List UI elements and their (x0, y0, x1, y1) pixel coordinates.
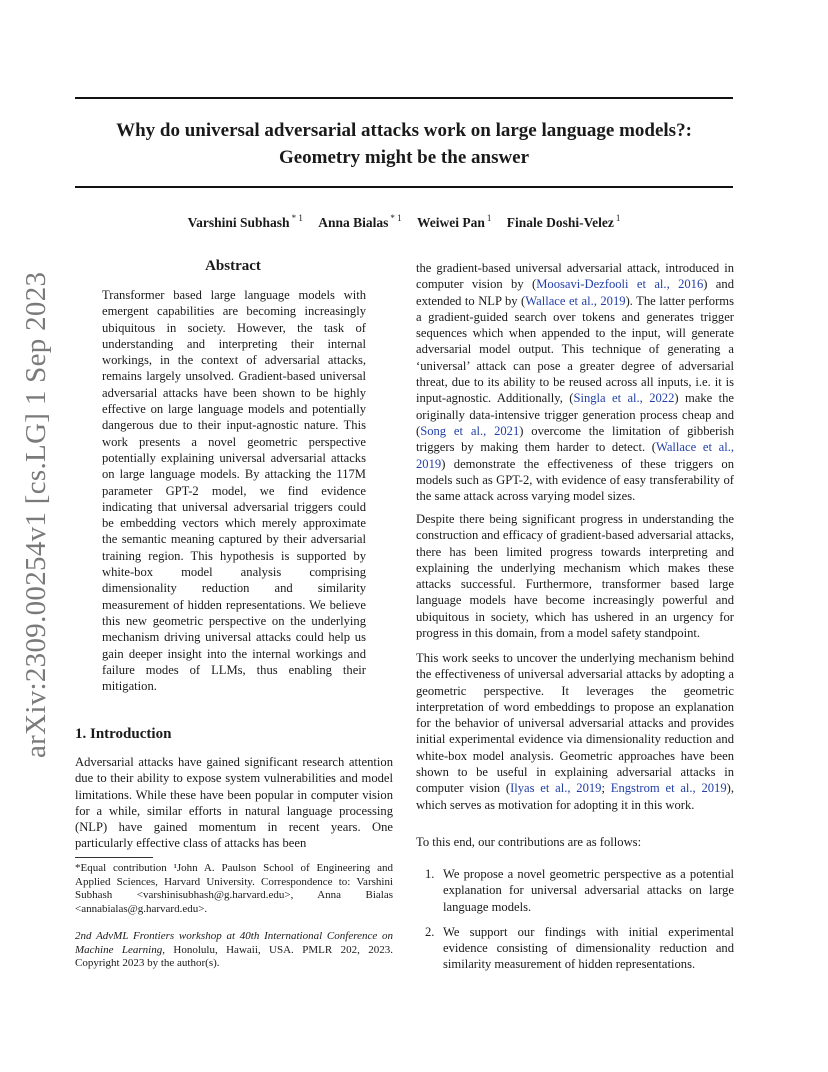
abstract-heading: Abstract (205, 258, 261, 274)
citation-link[interactable]: Singla et al., 2022 (573, 391, 675, 406)
contributions-list (425, 866, 734, 982)
author: Weiwei Pan $^1$ (416, 213, 492, 230)
right-paragraph-1: the gradient-based universal adversarial attack, introduced in computer vision by (Moosavi-Dezfooli et al., 2016) and extended to NLP by (Wallace et al., 2019). The latter performs a gradient-guided search over tokens and generates trigger sequences which when appended to the input, will generate adversarial model output. This technique of generating a ‘universal’ attack can pose a greater degree of adversarial threat, due to its ability to be reused across all inputs, i.e. it is input-agnostic. Additionally, (Singla et al., 2022) make the originally data-intensive trigger generation process cheap and (Song et al., 2021) overcome the limitation of gibberish triggers by making them harder to detect. (Wallace et al., 2019) demonstrate the effectiveness of these triggers on models such as GPT-2, with evidence of easy transferability of the same attack across varying model sizes. (416, 261, 734, 504)
author-list (75, 213, 733, 231)
citation-link[interactable]: Moosavi-Dezfooli et al., 2016 (536, 277, 704, 292)
citation-link[interactable]: Wallace et al., 2019 (525, 293, 626, 308)
list-text: We support our findings with initial experimental evidence consisting of dimensionality reduction and similarity measurement of hidden representations. (443, 924, 734, 972)
author: Anna Bialas $^{* 1}$ (318, 213, 402, 230)
affiliation-footnote: *Equal contribution ¹John A. Paulson School of Engineering and Applied Sciences, Harvard University. Correspondence to: Varshini Subhash <varshinisubhash@g.harvard.edu>, Anna Bialas <annabialas@g.harvard.edu>. (75, 862, 393, 916)
introduction-paragraph: Adversarial attacks have gained significant research attention due to their ability to expose system vulnerabilities and model limitations. While these have been popular in computer vision for a while, similar efforts in natural language processing (NLP) have gained momentum in recent years. One particularly effective class of attacks has been (75, 755, 393, 851)
citation-link[interactable]: Song et al., 2021 (420, 423, 520, 438)
list-number: 2. (425, 924, 435, 939)
right-paragraph-2: Despite there being significant progress in understanding the construction and efficacy of gradient-based adversarial attacks, there has been limited progress towards interpreting and explaining the underlying mechanism which makes these attacks successful. Furthermore, transformer based large language models have become increasingly powerful and ubiquitous in society, which has ushered in an urgency for progress in this domain, from a model safety standpoint. (416, 512, 734, 641)
title-line-2: Geometry might be the answer (278, 147, 530, 168)
venue-italic: 2nd AdvML Frontiers workshop at 40th International Conference on Machine Learning (75, 930, 393, 956)
author: Varshini Subhash $^{* 1}$ (187, 213, 303, 230)
citation-link[interactable]: Ilyas et al., 2019 (510, 781, 602, 796)
list-number: 1. (425, 867, 435, 881)
abstract-text: Transformer based large language models with emergent capabilities are becoming increasingly ubiquitous in society. However, the task of understanding and interpreting their internal workings, in the context of adversarial attacks, remains largely unsolved. Gradient-based universal adversarial attacks have been shown to be highly effective on large language models and potentially dangerous due to their input-agnostic nature. This work presents a novel geometric perspective potentially explaining universal adversarial attacks on large language models. By attacking the 117M parameter GPT-2 model, we find evidence indicating that universal adversarial triggers could be embedding vectors which merely approximate the semantic meaning captured by their adversarial training region. This hypothesis is supported by white-box model analysis comprising dimensionality reduction and similarity measurement of hidden representations. We believe this new geometric perspective on the underlying mechanism driving universal attacks could help us gain deeper insight into the internal workings and failure modes of LLMs, thus enabling their mitigation. (102, 288, 366, 694)
contributions-intro: To this end, our contributions are as follows: (416, 835, 642, 849)
title-rule-top (75, 97, 733, 99)
footnote-rule (75, 857, 153, 858)
venue-rest: , Honolulu, Hawaii, USA. PMLR 202, 2023. Copyright 2023 by the author(s). (75, 943, 393, 970)
title-line-1: Why do universal adversarial attacks work on large language models?: (116, 120, 692, 141)
introduction-heading: 1. Introduction (75, 726, 172, 742)
list-item (425, 866, 734, 915)
citation-link[interactable]: Wallace et al., 2019 (416, 440, 734, 471)
citation-link[interactable]: Engstrom et al., 2019 (610, 781, 727, 796)
venue-note (75, 930, 393, 971)
list-text: We propose a novel geometric perspective as a potential explanation for universal adversarial attacks on large language models. (443, 867, 734, 914)
list-item (425, 924, 734, 973)
right-paragraph-3: This work seeks to uncover the underlying mechanism behind the effectiveness of universal adversarial attacks by adopting a geometric perspective. It leverages the geometric interpretation of word embeddings to propose an explanation for the behavior of universal adversarial attacks and provides initial experimental evidence via dimensionality reduction and white-box model analysis. Geometric approaches have been shown to be useful in explaining adversarial attacks in computer vision (Ilyas et al., 2019; Engstrom et al., 2019), which serves as motivation for adopting it in this work. (416, 651, 734, 812)
arxiv-identifier-stamp: arXiv:2309.00254v1 [cs.LG] 1 Sep 2023 (20, 271, 52, 758)
author: Finale Doshi-Velez $^1$ (506, 213, 621, 230)
paper-title (75, 117, 733, 171)
title-rule-bottom (75, 186, 733, 188)
